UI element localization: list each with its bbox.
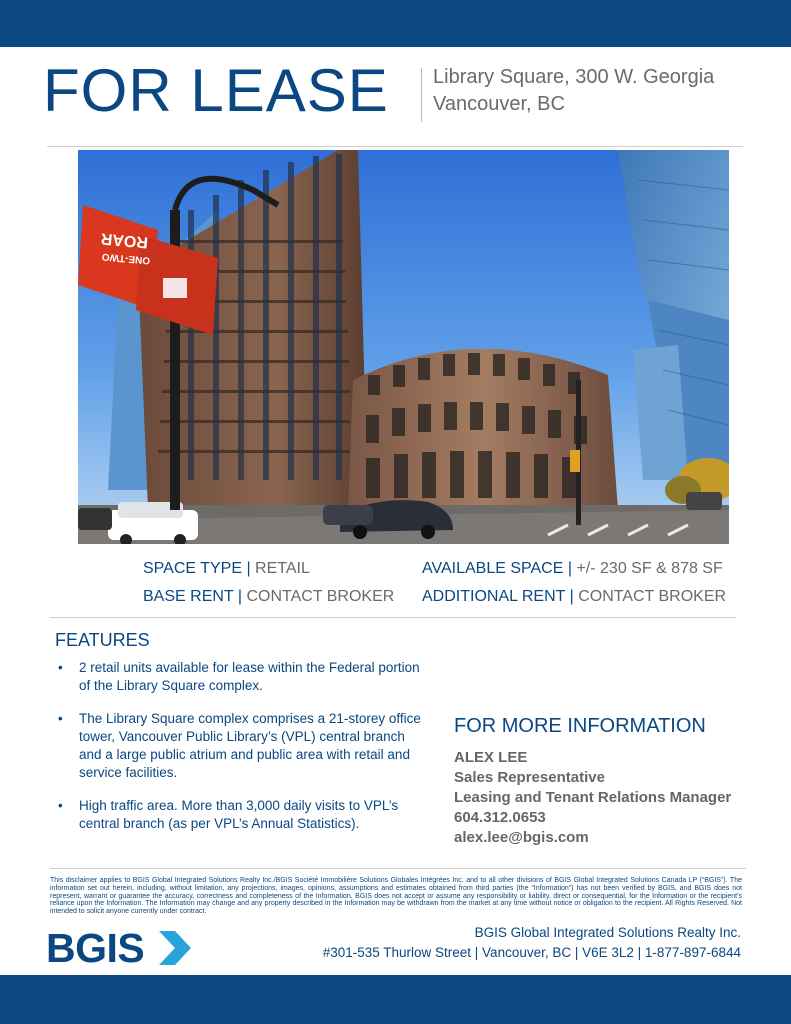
address-line-2: Vancouver, BC	[433, 93, 565, 115]
available-space-value: +/- 230 SF & 878 SF	[576, 560, 723, 577]
space-type-label: SPACE TYPE	[143, 560, 242, 577]
bgis-logo	[46, 926, 144, 970]
bullet-icon: •	[58, 711, 63, 726]
bullet-icon: •	[58, 798, 63, 813]
base-rent-value: CONTACT BROKER	[246, 588, 395, 605]
logo-wordmark: BGIS	[46, 925, 145, 971]
page-title: FOR LEASE	[43, 57, 389, 124]
company-address: #301-535 Thurlow Street | Vancouver, BC | V6E 3L2 | 1-877-897-6844	[322, 945, 741, 960]
header-rule	[47, 146, 743, 147]
bottom-band	[0, 975, 791, 1024]
disclaimer-rule	[50, 868, 746, 869]
property-address	[433, 64, 714, 118]
additional-rent-spec: ADDITIONAL RENT | CONTACT BROKER	[422, 588, 727, 605]
feature-item: • 2 retail units available for lease within the Federal portion of the Library Square complex.	[58, 660, 420, 693]
contact-block	[454, 748, 731, 848]
contact-role: Leasing and Tenant Relations Manager	[454, 789, 732, 806]
banner-text-1: ROAR	[100, 229, 149, 251]
contact-heading: FOR MORE INFORMATION	[454, 715, 706, 737]
contact-name: ALEX LEE	[454, 749, 528, 766]
features-heading: FEATURES	[55, 630, 150, 650]
feature-item: • High traffic area. More than 3,000 daily visits to VPL’s central branch (as per VPL’s Annual Statistics).	[58, 798, 399, 831]
banner-text-2: ONE-TWO	[101, 250, 151, 266]
base-rent-label: BASE RENT	[143, 588, 234, 605]
contact-phone[interactable]: 604.312.0653	[454, 809, 546, 826]
space-type-spec: SPACE TYPE | RETAIL	[143, 560, 310, 577]
contact-title: Sales Representative	[454, 769, 605, 786]
feature-item: • The Library Square complex comprises a 21-storey office tower, Vancouver Public Library’s (VPL) central branch and a large public atrium and public area with retail and service facilities.	[58, 711, 421, 780]
additional-rent-label: ADDITIONAL RENT	[422, 588, 566, 605]
features-list	[58, 659, 430, 848]
property-photo	[78, 150, 729, 544]
available-space-label: AVAILABLE SPACE	[422, 560, 564, 577]
specs-rule	[50, 617, 736, 618]
top-band	[0, 0, 791, 47]
contact-email[interactable]: alex.lee@bgis.com	[454, 829, 589, 846]
logo-chevron-icon	[157, 931, 193, 965]
address-line-1: Library Square, 300 W. Georgia	[433, 66, 715, 88]
additional-rent-value: CONTACT BROKER	[578, 588, 727, 605]
base-rent-spec: BASE RENT | CONTACT BROKER	[143, 588, 395, 605]
company-name: BGIS Global Integrated Solutions Realty Inc.	[474, 925, 741, 940]
bullet-icon: •	[58, 660, 63, 675]
space-type-value: RETAIL	[255, 560, 310, 577]
title-divider	[421, 68, 422, 122]
disclaimer-text: This disclaimer applies to BGIS Global Integrated Solutions Realty Inc./BGIS Société Immobilière Solutions Globales Intégrées Inc. and to all other divisions of BGIS Global Integrated Solutions Canada LP (“BGIS”). The information set out herein, including, without limitation, any projections, images, opinions, assumptions and estimates obtained from third parties (the “Information”) has not been verified by BGIS, and BGIS does not represent, warrant or guarantee the accuracy, correctness and completeness of the Information. BGIS does not accept or assume any responsibility or liability, direct or consequential, for the Information or the recipient’s reliance upon the Information. The Information may change and any property described in the Information may be withdrawn from the market at any time without notice or obligation to the recipient. All Rights Reserved. Not intended to solicit anyone currently under contract.	[50, 877, 742, 916]
available-space-spec: AVAILABLE SPACE | +/- 230 SF & 878 SF	[422, 560, 723, 577]
